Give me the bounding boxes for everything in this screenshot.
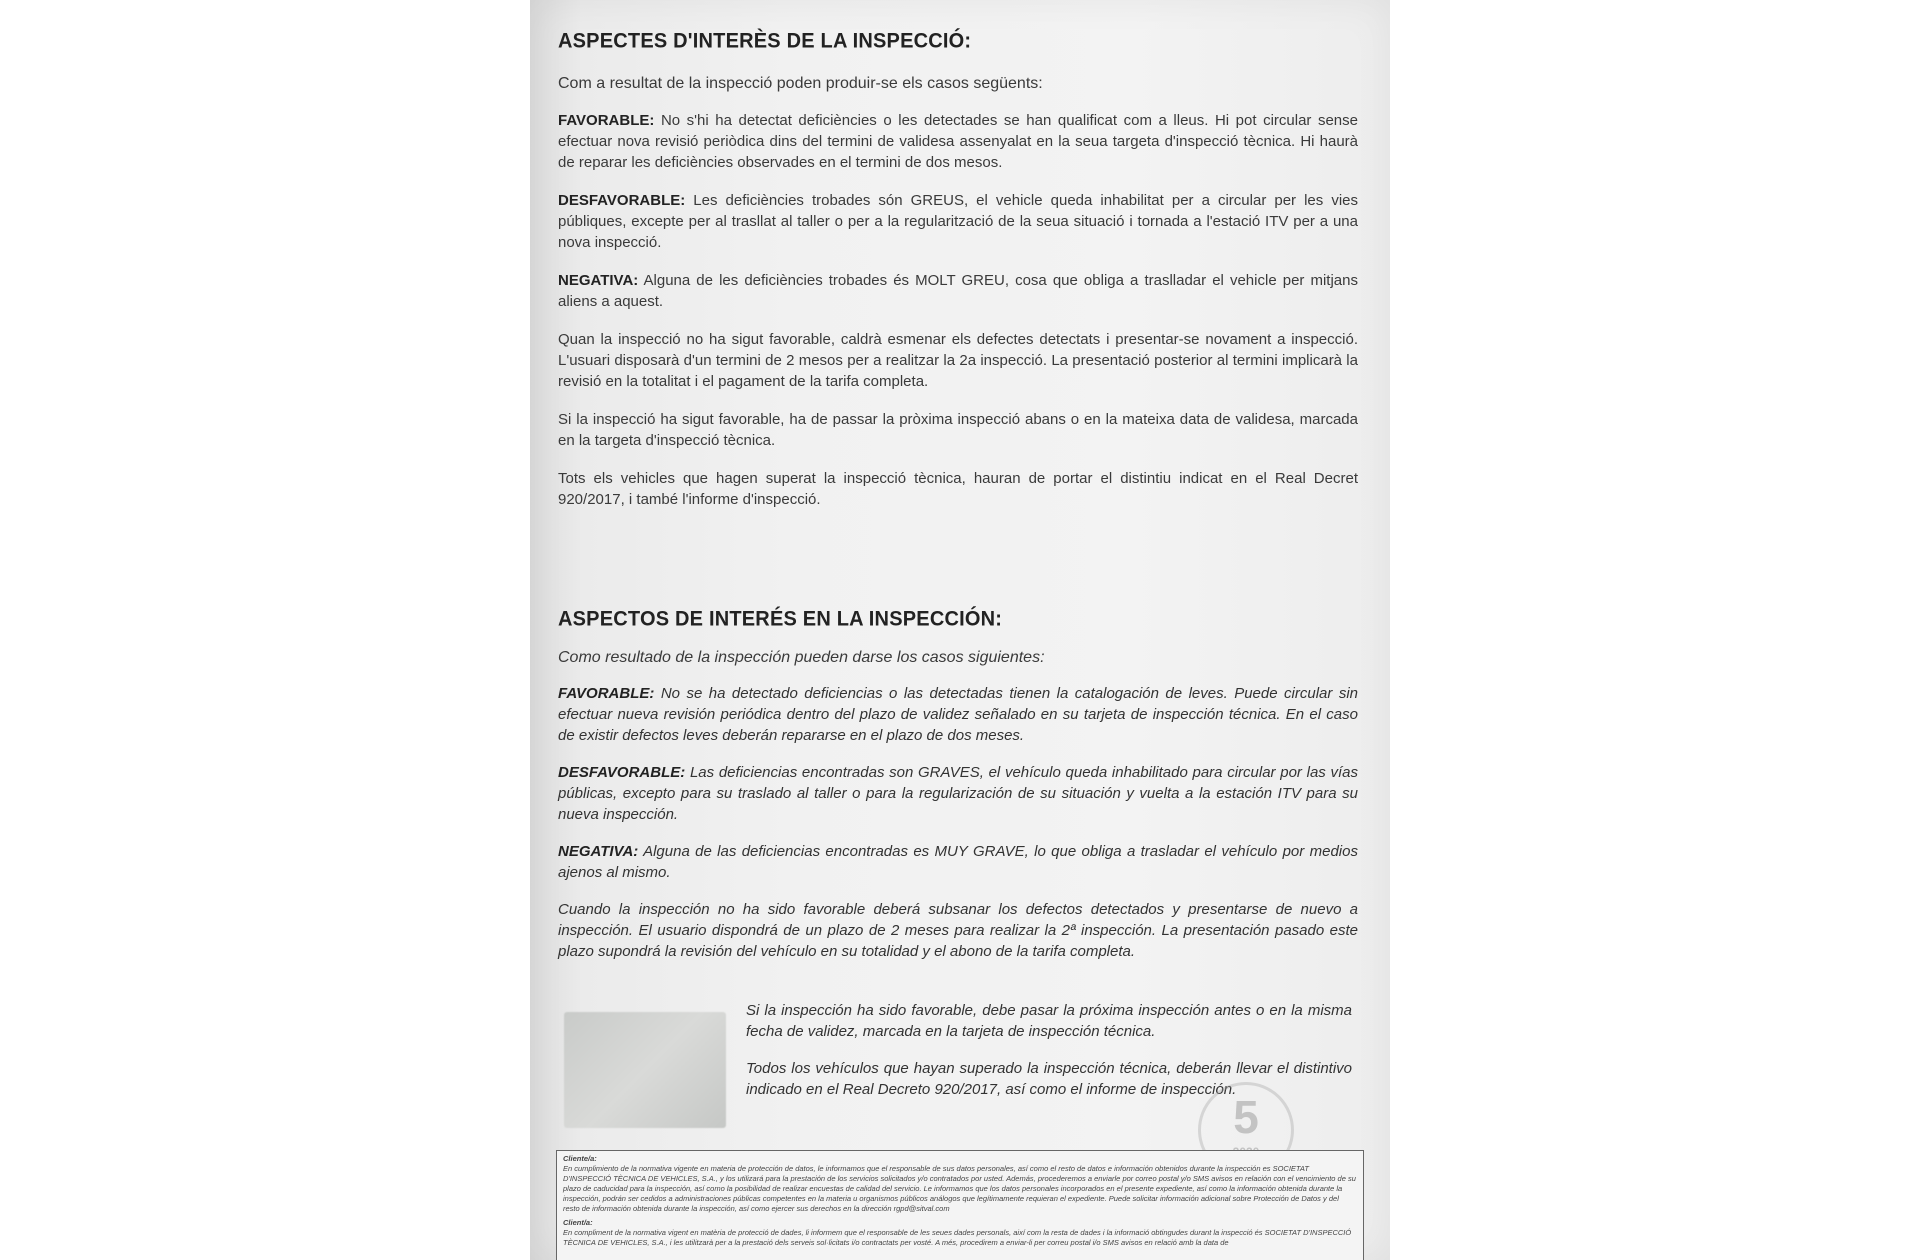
spanish-desfavorable-label: DESFAVORABLE: [558, 764, 686, 781]
catalan-paragraph-favorable: Si la inspecció ha sigut favorable, ha de passar la pròxima inspecció abans o en la mateixa data de validesa, marcada en la targeta d'inspecció tècnica. [558, 411, 1358, 449]
catalan-desfavorable-label: DESFAVORABLE: [558, 192, 686, 209]
catalan-intro: Com a resultat de la inspecció poden produir-se els casos següents: [558, 75, 1043, 92]
spanish-negativa [558, 841, 1358, 883]
spanish-paragraph-no-favorable: Cuando la inspección no ha sido favorable deberá subsanar los defectos detectados y presentarse de nuevo a inspección. El usuario dispondrá de un plazo de 2 meses para realizar la 2ª inspección. La presentación pasado este plazo supondrá la revisión del vehículo en su totalidad y el abono de la tarifa completa. [558, 901, 1358, 960]
catalan-favorable-label: FAVORABLE: [558, 112, 655, 129]
catalan-desfavorable-text: Les deficiències trobades són GREUS, el vehicle queda inhabilitat per a circular per les vies públiques, excepte per al trasllat al taller o per a la regularització de la seua situació i tornada a l'estació ITV per a una nova inspecció. [558, 192, 1358, 251]
catalan-desfavorable [558, 190, 1358, 253]
catalan-section [558, 30, 1358, 510]
spanish-desfavorable-text: Las deficiencias encontradas son GRAVES, el vehículo queda inhabilitado para circular por las vías públicas, excepto para su traslado al taller o para la regularización de su situación y vuelta a la estación ITV para su nueva inspección. [558, 764, 1359, 823]
fineprint-label-ca: Client/a: [563, 1218, 593, 1227]
scanned-page [530, 0, 1390, 1260]
catalan-negativa-text: Alguna de les deficiències trobades és MOLT GREU, cosa que obliga a traslladar el vehicle per mitjans aliens a aquest. [558, 272, 1358, 310]
catalan-favorable-text: No s'hi ha detectat deficiències o les detectades se han qualificat com a lleus. Hi pot circular sense efectuar nova revisió periòdica dins del termini de validesa assenyalat en la seua targeta d'inspecció tècnica. Hi haurà de reparar les deficiències observades en el termini de dos mesos. [558, 112, 1358, 171]
fineprint-text-es: En cumplimiento de la normativa vigente en materia de protección de datos, le informamos que el responsable de sus datos personales, así como el resto de datos e información obtenidos durante la inspección es SOCIETAT D'INSPECCIÓ TÈCNICA DE VEHICLES, S.A., y los utilizará para la prestación de los servicios solicitados y/o contratados por usted. Además, procederemos a enviarle por correo postal y/o SMS avisos en relación con el vencimiento de su plazo de caducidad para la inspección, así como la posibilidad de realizar encuestas de calidad del servicio. Le informamos que los datos personales incorporados en el presente expediente, así como la información obtenida durante la inspección, podrán ser cedidos a administraciones públicas competentes en la materia u organismos públicos análogos que legítimamente requieran el expediente. Puede solicitar información adicional sobre Protección de Datos y del resto de información obtenida durante la inspección, así como ejercer sus derechos en la dirección rgpd@sitval.com [563, 1164, 1356, 1213]
stamp-number: 5 [1233, 1091, 1259, 1143]
catalan-paragraph-no-favorable: Quan la inspecció no ha sigut favorable, caldrà esmenar els defectes detectats i presentar-se novament a inspecció. L'usuari disposarà d'un termini de 2 mesos per a realitzar la 2a inspecció. La presentació posterior al termini implicarà la revisió en la totalitat i el pagament de la tarifa completa. [558, 331, 1358, 390]
spanish-section [558, 608, 1358, 962]
spanish-paragraph-distintivo: Todos los vehículos que hayan superado la inspección técnica, deberán llevar el distintivo indicado en el Real Decreto 920/2017, así como el informe de inspección. [746, 1060, 1352, 1098]
fineprint-label-es: Cliente/a: [563, 1154, 597, 1163]
spanish-paragraph-favorable: Si la inspección ha sido favorable, debe pasar la próxima inspección antes o en la misma fecha de validez, marcada en la tarjeta de inspección técnica. [746, 1002, 1352, 1040]
catalan-heading: ASPECTES D'INTERÈS DE LA INSPECCIÓ: [558, 29, 972, 53]
data-protection-box [556, 1150, 1364, 1260]
spanish-desfavorable [558, 762, 1358, 825]
catalan-favorable [558, 110, 1358, 173]
spanish-intro: Como resultado de la inspección pueden darse los casos siguientes: [558, 649, 1045, 666]
spanish-heading: ASPECTOS DE INTERÉS EN LA INSPECCIÓN: [558, 607, 1003, 631]
spanish-favorable [558, 683, 1358, 746]
fineprint-text-ca: En compliment de la normativa vigent en matèria de protecció de dades, li informem que el responsable de les seues dades personals, així com la resta de dades i la informació obtingudes durant la inspecció és SOCIETAT D'INSPECCIÓ TÈCNICA DE VEHICLES, S.A., i les utilitzarà per a la prestació dels serveis sol·licitats i/o contractats per vosté. A més, procedirem a enviar-li per correu postal i/o SMS avisos en relació amb la data de [563, 1228, 1352, 1247]
spanish-negativa-text: Alguna de las deficiencias encontradas es MUY GRAVE, lo que obliga a trasladar el vehículo por medios ajenos al mismo. [558, 843, 1358, 881]
catalan-negativa [558, 270, 1358, 312]
catalan-paragraph-distintiu: Tots els vehicles que hagen superat la inspecció tècnica, hauran de portar el distintiu indicat en el Real Decret 920/2017, i també l'informe d'inspecció. [558, 470, 1358, 508]
spanish-negativa-label: NEGATIVA: [558, 843, 639, 860]
vehicle-photo [564, 1012, 726, 1128]
spanish-favorable-label: FAVORABLE: [558, 685, 655, 702]
catalan-negativa-label: NEGATIVA: [558, 272, 639, 289]
spanish-favorable-text: No se ha detectado deficiencias o las detectadas tienen la catalogación de leves. Puede circular sin efectuar nueva revisión periódica dentro del plazo de validez señalado en su tarjeta de inspección técnica. En el caso de existir defectos leves deberán repararse en el plazo de dos meses. [558, 685, 1358, 744]
